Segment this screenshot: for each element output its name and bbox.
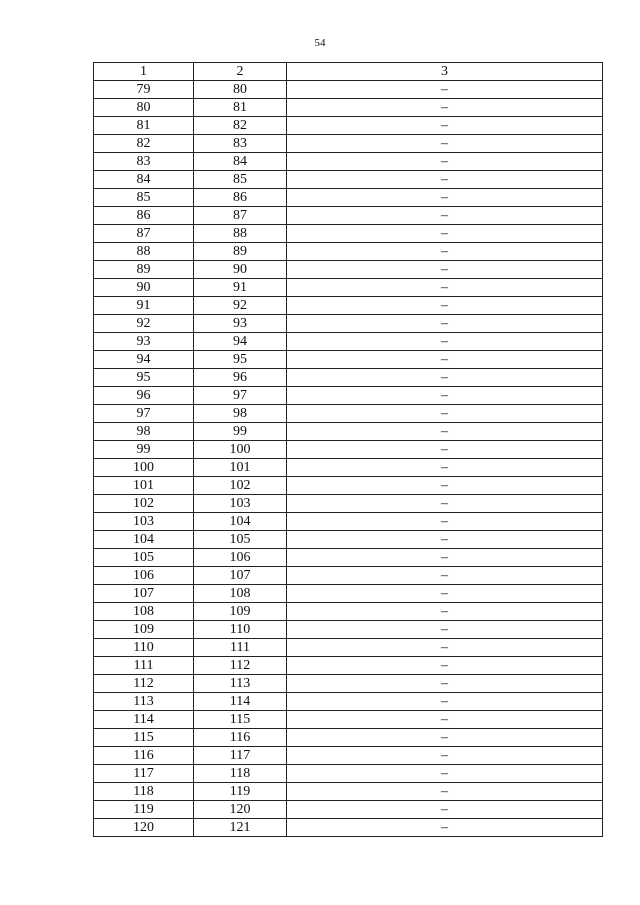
table-cell-col-2: 89 <box>194 243 287 261</box>
table-cell-col-1: 98 <box>94 423 194 441</box>
table-row <box>94 297 603 315</box>
table-row <box>94 351 603 369</box>
table-cell-col-1: 104 <box>94 531 194 549</box>
table-cell-col-1: 79 <box>94 81 194 99</box>
table-cell-col-3: – <box>287 171 603 189</box>
table-cell-col-3: – <box>287 621 603 639</box>
table-cell-col-1: 115 <box>94 729 194 747</box>
table-row <box>94 567 603 585</box>
table-cell-col-3: – <box>287 729 603 747</box>
table-cell-col-1: 110 <box>94 639 194 657</box>
table-cell-col-2: 84 <box>194 153 287 171</box>
table-cell-col-2: 111 <box>194 639 287 657</box>
table-cell-col-1: 95 <box>94 369 194 387</box>
table-cell-col-2: 102 <box>194 477 287 495</box>
table-cell-col-2: 81 <box>194 99 287 117</box>
table-cell-col-3: – <box>287 99 603 117</box>
table-cell-col-2: 114 <box>194 693 287 711</box>
table-cell-col-3: – <box>287 657 603 675</box>
table-cell-col-3: – <box>287 801 603 819</box>
table-row <box>94 387 603 405</box>
header-row <box>94 63 603 81</box>
table-cell-col-1: 105 <box>94 549 194 567</box>
table-row <box>94 441 603 459</box>
table-cell-col-3: – <box>287 495 603 513</box>
table-cell-col-2: 92 <box>194 297 287 315</box>
table-cell-col-1: 83 <box>94 153 194 171</box>
table-row <box>94 135 603 153</box>
table-body <box>94 81 603 837</box>
table-row <box>94 729 603 747</box>
table-cell-col-3: – <box>287 405 603 423</box>
table-cell-col-2: 87 <box>194 207 287 225</box>
table-cell-col-1: 100 <box>94 459 194 477</box>
table-row <box>94 315 603 333</box>
table-row <box>94 549 603 567</box>
table-row <box>94 765 603 783</box>
table-row <box>94 477 603 495</box>
table-row <box>94 333 603 351</box>
table-row <box>94 117 603 135</box>
table-row <box>94 261 603 279</box>
table-cell-col-2: 104 <box>194 513 287 531</box>
table-row <box>94 621 603 639</box>
table-cell-col-1: 102 <box>94 495 194 513</box>
table-row <box>94 423 603 441</box>
table-cell-col-1: 94 <box>94 351 194 369</box>
table-cell-col-1: 80 <box>94 99 194 117</box>
table-cell-col-1: 96 <box>94 387 194 405</box>
table-cell-col-1: 103 <box>94 513 194 531</box>
table-cell-col-2: 90 <box>194 261 287 279</box>
column-header-1: 1 <box>94 63 194 81</box>
table-row <box>94 747 603 765</box>
table-cell-col-3: – <box>287 369 603 387</box>
table-cell-col-1: 84 <box>94 171 194 189</box>
table-cell-col-3: – <box>287 423 603 441</box>
table-row <box>94 531 603 549</box>
table-cell-col-2: 112 <box>194 657 287 675</box>
table-cell-col-1: 88 <box>94 243 194 261</box>
table-cell-col-1: 86 <box>94 207 194 225</box>
table-cell-col-2: 88 <box>194 225 287 243</box>
table-cell-col-2: 109 <box>194 603 287 621</box>
table-cell-col-1: 118 <box>94 783 194 801</box>
table-cell-col-2: 107 <box>194 567 287 585</box>
table-cell-col-2: 85 <box>194 171 287 189</box>
table-cell-col-2: 98 <box>194 405 287 423</box>
table-row <box>94 171 603 189</box>
table-row <box>94 693 603 711</box>
table-cell-col-3: – <box>287 279 603 297</box>
table-row <box>94 99 603 117</box>
table-row <box>94 639 603 657</box>
table-cell-col-3: – <box>287 135 603 153</box>
table-cell-col-1: 82 <box>94 135 194 153</box>
table-cell-col-3: – <box>287 459 603 477</box>
table-cell-col-1: 119 <box>94 801 194 819</box>
table-cell-col-1: 106 <box>94 567 194 585</box>
table-cell-col-3: – <box>287 351 603 369</box>
page-number: 54 <box>314 37 326 49</box>
table-row <box>94 585 603 603</box>
table-cell-col-2: 108 <box>194 585 287 603</box>
table-row <box>94 279 603 297</box>
table-cell-col-3: – <box>287 153 603 171</box>
table-cell-col-3: – <box>287 441 603 459</box>
table-cell-col-2: 101 <box>194 459 287 477</box>
table-cell-col-2: 93 <box>194 315 287 333</box>
table-cell-col-3: – <box>287 675 603 693</box>
table-cell-col-1: 101 <box>94 477 194 495</box>
table-row <box>94 801 603 819</box>
table-row <box>94 711 603 729</box>
table-row <box>94 225 603 243</box>
table-cell-col-2: 82 <box>194 117 287 135</box>
table-cell-col-2: 86 <box>194 189 287 207</box>
table-cell-col-3: – <box>287 117 603 135</box>
table-cell-col-1: 107 <box>94 585 194 603</box>
table-row <box>94 675 603 693</box>
table-cell-col-1: 120 <box>94 819 194 837</box>
table-cell-col-2: 118 <box>194 765 287 783</box>
table-row <box>94 603 603 621</box>
table-cell-col-2: 94 <box>194 333 287 351</box>
table-header <box>94 63 603 81</box>
table-row <box>94 405 603 423</box>
table-cell-col-1: 109 <box>94 621 194 639</box>
table-cell-col-3: – <box>287 81 603 99</box>
table-cell-col-1: 111 <box>94 657 194 675</box>
table-cell-col-2: 103 <box>194 495 287 513</box>
table-row <box>94 783 603 801</box>
table-row <box>94 657 603 675</box>
table-cell-col-1: 112 <box>94 675 194 693</box>
table-cell-col-2: 117 <box>194 747 287 765</box>
table-cell-col-1: 99 <box>94 441 194 459</box>
table-cell-col-2: 95 <box>194 351 287 369</box>
table-cell-col-3: – <box>287 207 603 225</box>
table-cell-col-2: 99 <box>194 423 287 441</box>
table-cell-col-2: 119 <box>194 783 287 801</box>
table-cell-col-3: – <box>287 639 603 657</box>
table-cell-col-2: 100 <box>194 441 287 459</box>
table-cell-col-1: 90 <box>94 279 194 297</box>
table-cell-col-3: – <box>287 765 603 783</box>
table-cell-col-3: – <box>287 225 603 243</box>
table-row <box>94 189 603 207</box>
table-cell-col-3: – <box>287 693 603 711</box>
table-cell-col-1: 116 <box>94 747 194 765</box>
table-row <box>94 207 603 225</box>
table-cell-col-1: 81 <box>94 117 194 135</box>
table-cell-col-1: 114 <box>94 711 194 729</box>
table-cell-col-1: 89 <box>94 261 194 279</box>
table-cell-col-2: 105 <box>194 531 287 549</box>
table-row <box>94 153 603 171</box>
table-cell-col-3: – <box>287 711 603 729</box>
table-cell-col-3: – <box>287 747 603 765</box>
table-cell-col-1: 93 <box>94 333 194 351</box>
table-cell-col-1: 117 <box>94 765 194 783</box>
table-cell-col-2: 96 <box>194 369 287 387</box>
table-cell-col-3: – <box>287 315 603 333</box>
table-cell-col-2: 97 <box>194 387 287 405</box>
column-header-2: 2 <box>194 63 287 81</box>
table-row <box>94 495 603 513</box>
table-row <box>94 81 603 99</box>
column-header-3: 3 <box>287 63 603 81</box>
table-cell-col-3: – <box>287 585 603 603</box>
table-cell-col-3: – <box>287 477 603 495</box>
table-cell-col-1: 97 <box>94 405 194 423</box>
table-cell-col-2: 121 <box>194 819 287 837</box>
table-row <box>94 459 603 477</box>
table-cell-col-3: – <box>287 567 603 585</box>
data-table <box>93 62 603 837</box>
table-row <box>94 819 603 837</box>
table-row <box>94 369 603 387</box>
table-cell-col-2: 80 <box>194 81 287 99</box>
table-cell-col-2: 83 <box>194 135 287 153</box>
table-cell-col-3: – <box>287 243 603 261</box>
table-cell-col-2: 91 <box>194 279 287 297</box>
table-cell-col-1: 113 <box>94 693 194 711</box>
table-cell-col-3: – <box>287 783 603 801</box>
table-cell-col-3: – <box>287 513 603 531</box>
table-cell-col-3: – <box>287 261 603 279</box>
table-cell-col-2: 106 <box>194 549 287 567</box>
table-cell-col-2: 113 <box>194 675 287 693</box>
table-cell-col-3: – <box>287 189 603 207</box>
table-cell-col-3: – <box>287 333 603 351</box>
table-cell-col-2: 115 <box>194 711 287 729</box>
table-cell-col-2: 120 <box>194 801 287 819</box>
table-cell-col-3: – <box>287 387 603 405</box>
table-cell-col-3: – <box>287 549 603 567</box>
table-cell-col-2: 116 <box>194 729 287 747</box>
table-cell-col-1: 85 <box>94 189 194 207</box>
table-cell-col-3: – <box>287 603 603 621</box>
table-cell-col-1: 91 <box>94 297 194 315</box>
table-cell-col-1: 87 <box>94 225 194 243</box>
table-cell-col-3: – <box>287 819 603 837</box>
table-row <box>94 513 603 531</box>
table-cell-col-3: – <box>287 531 603 549</box>
table-cell-col-3: – <box>287 297 603 315</box>
table-row <box>94 243 603 261</box>
table-cell-col-2: 110 <box>194 621 287 639</box>
table-cell-col-1: 108 <box>94 603 194 621</box>
table-cell-col-1: 92 <box>94 315 194 333</box>
